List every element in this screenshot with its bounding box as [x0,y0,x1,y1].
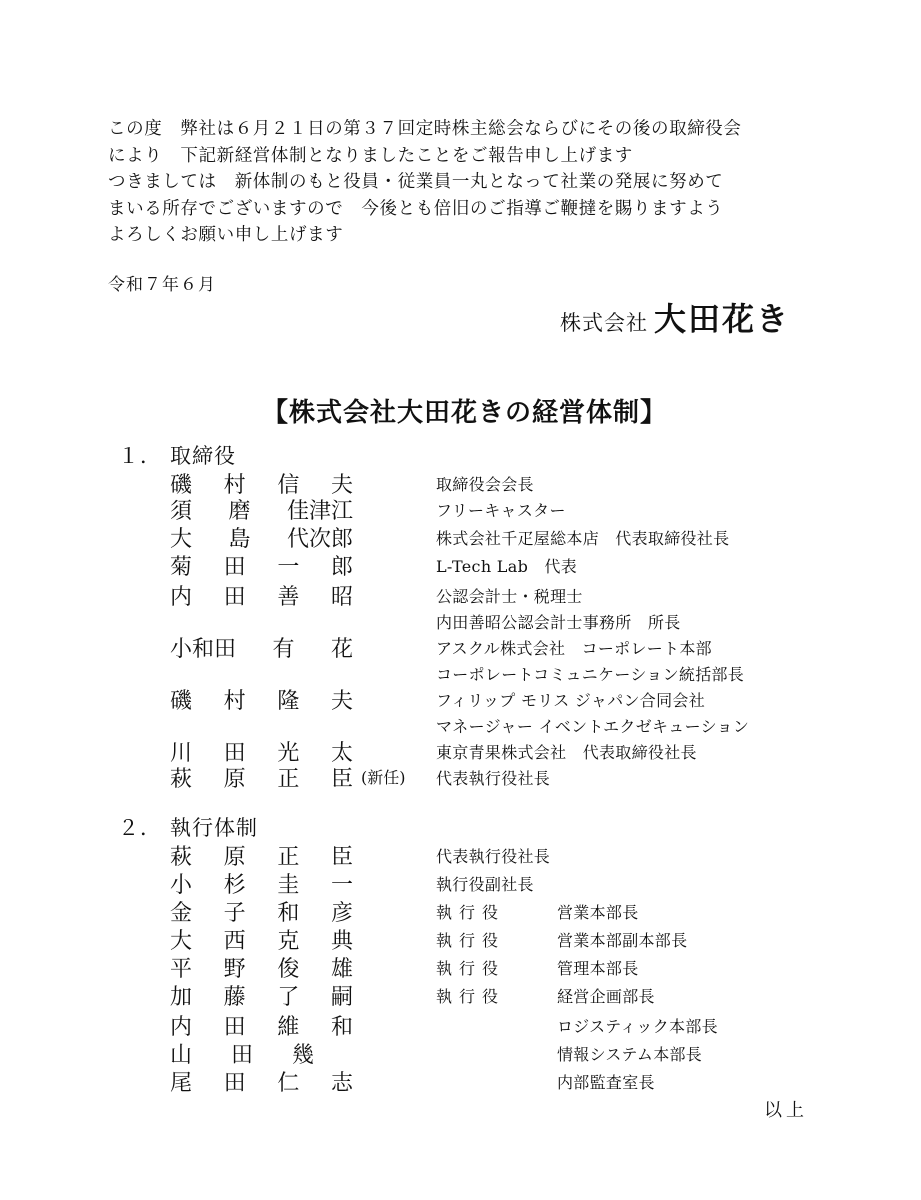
name-part: 一 [330,873,353,898]
executive-department: 情報システム本部長 [557,1045,703,1064]
issue-date: 令和７年６月 [108,275,216,295]
executive-section-heading [118,812,258,842]
name-part: 島 [228,527,251,552]
member-title: フィリップ モリス ジャパン合同会社 [436,691,706,710]
name-part: 正 [277,767,300,792]
executive-department: ロジスティック本部長 [557,1017,718,1036]
name-part: 田 [231,1043,254,1068]
board-member-row [0,632,921,684]
executive-department: 営業本部長 [557,903,639,922]
executive-department: 内部監査室長 [557,1073,655,1092]
person-name [170,494,353,525]
greeting-line: よろしくお願い申し上げます [108,225,344,245]
name-part: 了 [277,985,300,1010]
name-part: 磯 [170,473,193,498]
name-part: 志 [330,1071,353,1096]
name-part: 杉 [223,873,246,898]
executive-title: 代表執行役社長 [436,847,551,866]
person-name [170,580,353,611]
name-part: 夫 [330,689,353,714]
board-member-row [0,762,921,790]
name-part: 臣 [330,767,353,792]
closing-mark: 以上 [764,1100,808,1121]
name-part: 俊 [277,957,300,982]
section-title: 取締役 [170,444,236,468]
company-prefix: 株式会社 [560,311,648,335]
document-title: 【株式会社大田花きの経営体制】 [262,398,668,428]
person-name [170,1066,353,1097]
board-member-row [0,522,921,550]
member-title: マネージャー イベントエクゼキューション [436,717,750,736]
executive-role: 執行役 [436,959,506,978]
name-part: 原 [223,767,246,792]
person-name [170,952,353,983]
name-part: 田 [223,555,246,580]
board-member-row [0,550,921,578]
name-part: 克 [277,929,300,954]
executive-department: 経営企画部長 [557,987,655,1006]
name-part: 昭 [330,585,353,610]
company-name: 大田花き [654,300,791,338]
person-name [170,840,353,871]
person-name [170,632,353,663]
member-title: フリーキャスター [436,501,566,520]
member-title: 内田善昭公認会計士事務所 所長 [436,613,681,632]
name-part: 正 [277,845,300,870]
person-name [170,762,353,793]
name-part: 山 [170,1043,193,1068]
name-part: 信 [277,473,300,498]
executive-department: 営業本部副本部長 [557,931,688,950]
executive-row [0,1038,921,1066]
name-part: 野 [223,957,246,982]
member-title: 東京青果株式会社 代表取締役社長 [436,743,697,762]
name-part: 内 [170,1015,193,1040]
name-part: 夫 [330,473,353,498]
name-part: 嗣 [330,985,353,1010]
member-title: L-Tech Lab 代表 [436,557,578,576]
member-title: 公認会計士・税理士 [436,587,583,606]
executive-row [0,868,921,896]
board-member-row [0,580,921,632]
name-part: 花 [330,637,353,662]
name-part: 雄 [330,957,353,982]
name-part: 仁 [277,1071,300,1096]
executive-row [0,1010,921,1038]
name-part: 村 [223,689,246,714]
name-part: 圭 [277,873,300,898]
name-part: 藤 [223,985,246,1010]
name-part: 原 [223,845,246,870]
member-title: 取締役会会長 [436,475,534,494]
greeting-line: まいる所存でございますので 今後とも倍旧のご指導ご鞭撻を賜りますよう [108,198,724,219]
person-name [170,684,353,715]
name-part: 幾 [292,1043,315,1068]
board-member-row [0,736,921,764]
name-part: 田 [223,585,246,610]
person-name [170,896,353,927]
greeting-paragraph [108,116,742,249]
name-part: 萩 [170,767,193,792]
person-name [170,924,353,955]
name-part: 維 [277,1015,300,1040]
board-member-row [0,684,921,736]
new-appointment-tag: (新任) [361,768,406,787]
name-part: 子 [223,901,246,926]
name-part: 善 [277,585,300,610]
name-part: 加 [170,985,193,1010]
executive-row [0,952,921,980]
board-member-row [0,468,921,496]
greeting-line: つきましては 新体制のもと役員・従業員一丸となって社業の発展に努めて [108,172,724,192]
section-number: ２． [118,816,162,840]
executive-row [0,924,921,952]
name-part: 典 [330,929,353,954]
name-part: 須 [170,499,193,524]
name-part: 金 [170,901,193,926]
name-part: 村 [223,473,246,498]
executive-role: 執行役 [436,903,506,922]
person-name [170,868,353,899]
section-number: １． [118,444,162,468]
name-part: 尾 [170,1071,193,1096]
greeting-line: この度 弊社は６月２１日の第３７回定時株主総会ならびにその後の取締役会 [108,119,742,139]
name-part: 小和田 [170,637,237,662]
member-title: 株式会社千疋屋総本店 代表取締役社長 [436,529,730,548]
board-section-heading [118,440,236,470]
person-name [170,522,353,553]
name-part: 和 [330,1015,353,1040]
name-part: 磯 [170,689,193,714]
name-part: 臣 [330,845,353,870]
name-part: 一 [277,555,300,580]
executive-title: 執行役副社長 [436,875,534,894]
name-part: 隆 [277,689,300,714]
person-name [170,1010,353,1041]
person-name [170,550,353,581]
person-name [170,1038,353,1069]
name-part: 平 [170,957,193,982]
name-part: 太 [330,741,353,766]
name-part: 小 [170,873,193,898]
name-part: 和 [277,901,300,926]
executive-role: 執行役 [436,931,506,950]
section-title: 執行体制 [170,816,258,840]
executive-row [0,1066,921,1094]
executive-role: 執行役 [436,987,506,1006]
name-part: 田 [223,741,246,766]
board-member-row [0,494,921,522]
name-part: 西 [223,929,246,954]
person-name [170,980,353,1011]
greeting-line: により 下記新経営体制となりましたことをご報告申し上げます [108,145,633,166]
name-part: 磨 [228,499,251,524]
name-part: 川 [170,741,193,766]
executive-row [0,896,921,924]
name-part: 佳津江 [286,499,353,524]
member-title: コーポレートコミュニケーション統括部長 [436,665,745,684]
executive-department: 管理本部長 [557,959,639,978]
member-title: アスクル株式会社 コーポレート本部 [436,639,712,658]
name-part: 田 [223,1015,246,1040]
member-title: 代表執行役社長 [436,769,551,788]
name-part: 有 [272,637,295,662]
name-part: 光 [277,741,300,766]
name-part: 菊 [170,555,193,580]
name-part: 萩 [170,845,193,870]
executive-row [0,980,921,1008]
company-signature [560,294,790,340]
name-part: 郎 [330,555,353,580]
name-part: 田 [223,1071,246,1096]
name-part: 大 [170,929,193,954]
name-part: 彦 [330,901,353,926]
name-part: 大 [170,527,193,552]
name-part: 内 [170,585,193,610]
executive-row [0,840,921,868]
name-part: 代次郎 [286,527,353,552]
